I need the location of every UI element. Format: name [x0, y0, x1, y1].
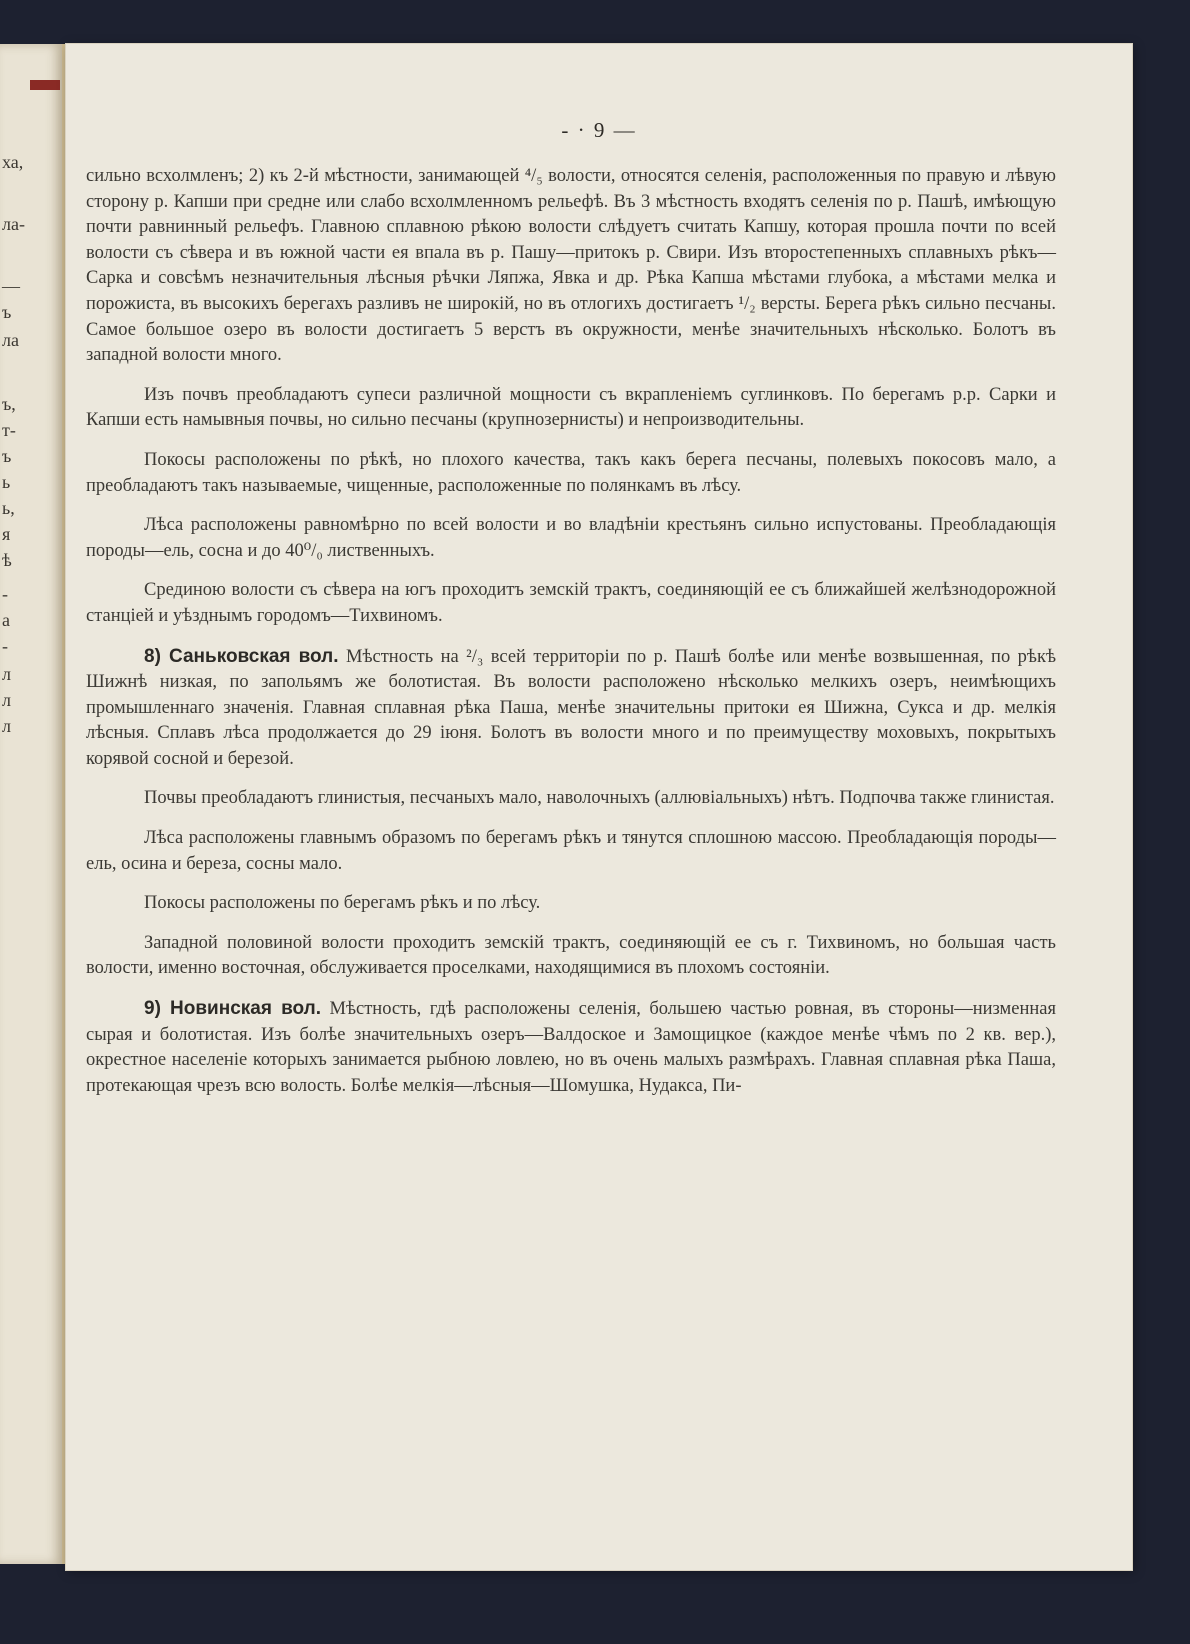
page-text	[86, 164, 1056, 1113]
left-text-fragment: ъ	[2, 302, 12, 322]
left-text-fragment: -	[2, 636, 8, 656]
section-9-paragraph	[86, 996, 1056, 1099]
paragraph: Западной половиной волости проходитъ земскій трактъ, соединяющій ее съ г. Тихвиномъ, но большая часть волости, именно восточная, обслуживается проселками, находящимися въ плохомъ состояніи.	[86, 932, 1056, 979]
left-text-fragment: ь	[2, 472, 11, 492]
paragraph: сильно всхолмленъ; 2) къ 2-й мѣстности, занимающей ⁴/₅ волости, относятся селенія, расположенныя по правую и лѣвую сторону р. Капши при средне или слабо всхолмленномъ рельефѣ. Въ 3 мѣстность входятъ селенія по р. Пашѣ, имѣющую почти равнинный рельефъ. Главною сплавною рѣкою волости слѣдуетъ считать Капшу, которая прошла почти по всей волости съ сѣвера и въ южной части ея впала въ р. Пашу—притокъ р. Свири. Изъ второстепенныхъ сплавныхъ рѣкъ—Сарка и совсѣмъ незначительныя лѣсныя рѣчки Ляпжа, Явка и др. Рѣка Капша мѣстами глубока, а мѣстами мелка и порожиста, въ высокихъ берегахъ разливъ не широкій, но въ отлогихъ достигаетъ ¹/₂ версты. Берега рѣкъ сильно песчаны. Самое большое озеро въ волости достигаетъ 5 верстъ въ окружности, менѣе значительныхъ нѣсколько. Болотъ въ западной волости много.	[86, 166, 1056, 366]
left-text-fragment: ь,	[2, 498, 15, 518]
section-8-paragraph	[86, 644, 1056, 773]
document-page	[66, 44, 1132, 1570]
left-text-fragment: -	[2, 584, 8, 604]
left-text-fragment: ѣ	[2, 550, 12, 570]
paragraph: Лѣса расположены главнымъ образомъ по берегамъ рѣкъ и тянутся сплошною массою. Преобладающія породы—ель, осина и береза, сосны мало.	[86, 828, 1056, 874]
section-9-text: Мѣстность, гдѣ расположены селенія, большею частью ровная, въ стороны—низменная сырая и болотистая. Изъ болѣе значительныхъ озеръ—Валдоское и Замощицкое (каждое менѣе чѣмъ по 2 кв. вер.), окрестное населеніе которыхъ занимается рыбною ловлею, но въ очень малыхъ размѣрахъ. Главная сплавная рѣка Паша, протекающая чрезъ всю волость. Болѣе мелкія—лѣсныя—Шомушка, Нудакса, Пи-	[86, 999, 1056, 1096]
paragraph: Покосы расположены по рѣкѣ, но плохого качества, такъ какъ берега песчаны, полевыхъ покосовъ мало, а преобладаютъ такъ называемые, чищенные, расположенные по полянкамъ въ лѣсу.	[86, 449, 1056, 496]
paragraph: Покосы расположены по берегамъ рѣкъ и по лѣсу.	[144, 893, 541, 914]
paragraph: Почвы преобладаютъ глинистыя, песчаныхъ мало, наволочныхъ (аллювіальныхъ) нѣтъ. Подпочва также глинистая.	[144, 788, 1055, 809]
left-text-fragment: —	[2, 276, 20, 296]
left-text-fragment: л	[2, 716, 11, 736]
page-number: - · 9 —	[561, 118, 637, 142]
left-text-fragment: ла-	[2, 214, 25, 234]
paragraph: Лѣса расположены равномѣрно по всей волости и во владѣніи крестьянъ сильно испустованы. Преобладающія породы—ель, сосна и до 40⁰/₀ лиственныхъ.	[86, 515, 1056, 561]
left-text-fragment: ъ,	[2, 394, 16, 414]
left-text-fragment: ла	[2, 330, 19, 350]
book-edge	[30, 80, 60, 90]
paragraph: Изъ почвъ преобладаютъ супеси различной мощности съ вкрапленіемъ суглинковъ. По берегамъ р.р. Сарки и Капши есть намывныя почвы, но сильно песчаны (крупнозернисты) и непроизводительны.	[86, 384, 1056, 431]
paragraph: Срединою волости съ сѣвера на югъ проходитъ земскій трактъ, соединяющій ее съ ближайшей желѣзнодорожной станціей и уѣзднымъ городомъ—Тихвиномъ.	[86, 580, 1056, 626]
left-page-fragment	[0, 44, 65, 1564]
section-9-heading: 9) Новинская вол.	[144, 998, 322, 1020]
left-text-fragment: л	[2, 690, 11, 710]
left-text-fragment: л	[2, 664, 11, 684]
section-8-heading: 8) Саньковская вол.	[144, 645, 339, 667]
section-8-text: Мѣстность на ²/₃ всей территоріи по р. Пашѣ болѣе или менѣе возвышенная, по рѣкѣ Шижнѣ низкая, по запольямъ же болотистая. Въ волости расположено нѣсколько мелкихъ озеръ, неимѣющихъ промышленнаго значенія. Главная сплавная рѣка Паша, менѣе значительны притоки ея Шижна, Сукса и др. мелкія лѣсныя. Сплавъ лѣса продолжается до 29 іюня. Болотъ въ волости много и по преимуществу моховыхъ, покрытыхъ корявой сосной и березой.	[86, 646, 1057, 769]
left-text-fragment: ха,	[2, 152, 24, 172]
left-text-fragment: а	[2, 610, 10, 630]
left-text-fragment: т-	[2, 420, 16, 440]
left-text-fragment: я	[2, 524, 11, 544]
left-text-fragment: ъ	[2, 446, 12, 466]
